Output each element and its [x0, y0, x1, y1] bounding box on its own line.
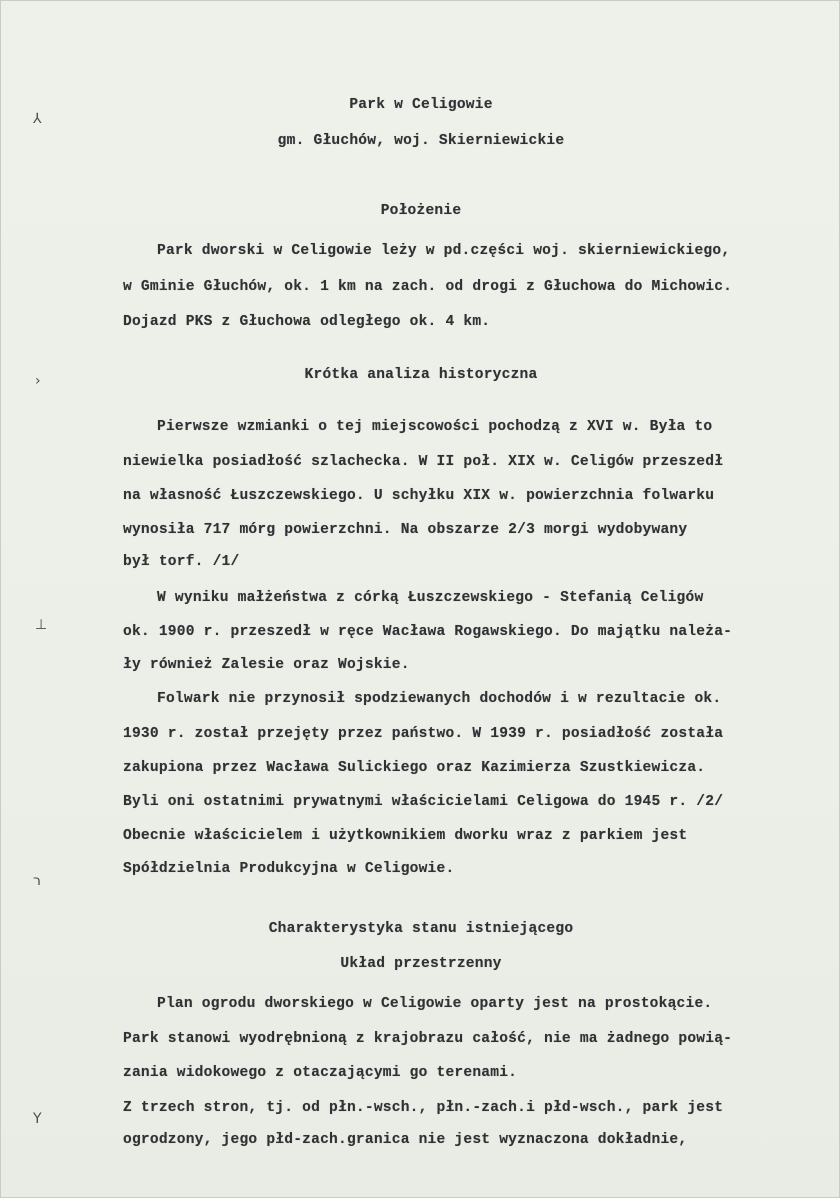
paragraph-line: w Gminie Głuchów, ok. 1 km na zach. od drogi z Głuchowa do Michowic. [123, 279, 733, 295]
section-heading-polozenie: Położenie [380, 203, 462, 219]
paragraph-line: Plan ogrodu dworskiego w Celigowie oparty jest na prostokącie. [157, 996, 713, 1012]
paragraph-line: niewielka posiadłość szlachecka. W II poł. XIX w. Celigów przeszedł [123, 454, 724, 470]
paragraph-line: W wyniku małżeństwa z córką Łuszczewskiego - Stefanią Celigów [157, 590, 704, 606]
paragraph-line: Z trzech stron, tj. od płn.-wsch., płn.-zach.i płd-wsch., park jest [123, 1100, 724, 1116]
paragraph-line: Folwark nie przynosił spodziewanych dochodów i w rezultacie ok. [157, 691, 722, 707]
paragraph-line: Dojazd PKS z Głuchowa odległego ok. 4 km. [123, 314, 491, 330]
section-heading-charakterystyka: Charakterystyka stanu istniejącego [268, 921, 574, 937]
paragraph-line: ok. 1900 r. przeszedł w ręce Wacława Rogawskiego. Do majątku należa- [123, 624, 733, 640]
paragraph-line: Byli oni ostatnimi prywatnymi właścicielami Celigowa do 1945 r. /2/ [123, 794, 724, 810]
paragraph-line: Park stanowi wyodrębnioną z krajobrazu całość, nie ma żadnego powią- [123, 1031, 733, 1047]
paragraph-line: zania widokowego z otaczającymi go terenami. [123, 1065, 518, 1081]
paragraph-line: ogrodzony, jego płd-zach.granica nie jest wyznaczona dokładnie, [123, 1132, 688, 1148]
paragraph-line: ły również Zalesie oraz Wojskie. [123, 657, 410, 673]
margin-mark: ר [33, 873, 41, 889]
paragraph-line: Spółdzielnia Produkcyjna w Celigowie. [123, 861, 455, 877]
margin-mark: ⊥ [35, 617, 48, 633]
margin-mark: Y [33, 1111, 42, 1127]
page-subtitle: gm. Głuchów, woj. Skierniewickie [277, 133, 565, 149]
section-subheading: Układ przestrzenny [340, 956, 502, 972]
page-title: Park w Celigowie [349, 97, 493, 113]
paragraph-line: Pierwsze wzmianki o tej miejscowości pochodzą z XVI w. Była to [157, 419, 713, 435]
margin-mark: › [35, 373, 41, 389]
paragraph-line: Park dworski w Celigowie leży w pd.części woj. skierniewickiego, [157, 243, 731, 259]
paragraph-line: był torf. /1/ [123, 554, 240, 570]
section-heading-analiza: Krótka analiza historyczna [304, 367, 538, 383]
paragraph-line: 1930 r. został przejęty przez państwo. W 1939 r. posiadłość została [123, 726, 724, 742]
paragraph-line: wynosiła 717 mórg powierzchni. Na obszarze 2/3 morgi wydobywany [123, 522, 688, 538]
paragraph-line: na własność Łuszczewskiego. U schyłku XIX w. powierzchnia folwarku [123, 488, 715, 504]
paragraph-line: Obecnie właścicielem i użytkownikiem dworku wraz z parkiem jest [123, 828, 688, 844]
margin-mark: ⅄ [33, 111, 42, 127]
paragraph-line: zakupiona przez Wacława Sulickiego oraz Kazimierza Szustkiewicza. [123, 760, 706, 776]
